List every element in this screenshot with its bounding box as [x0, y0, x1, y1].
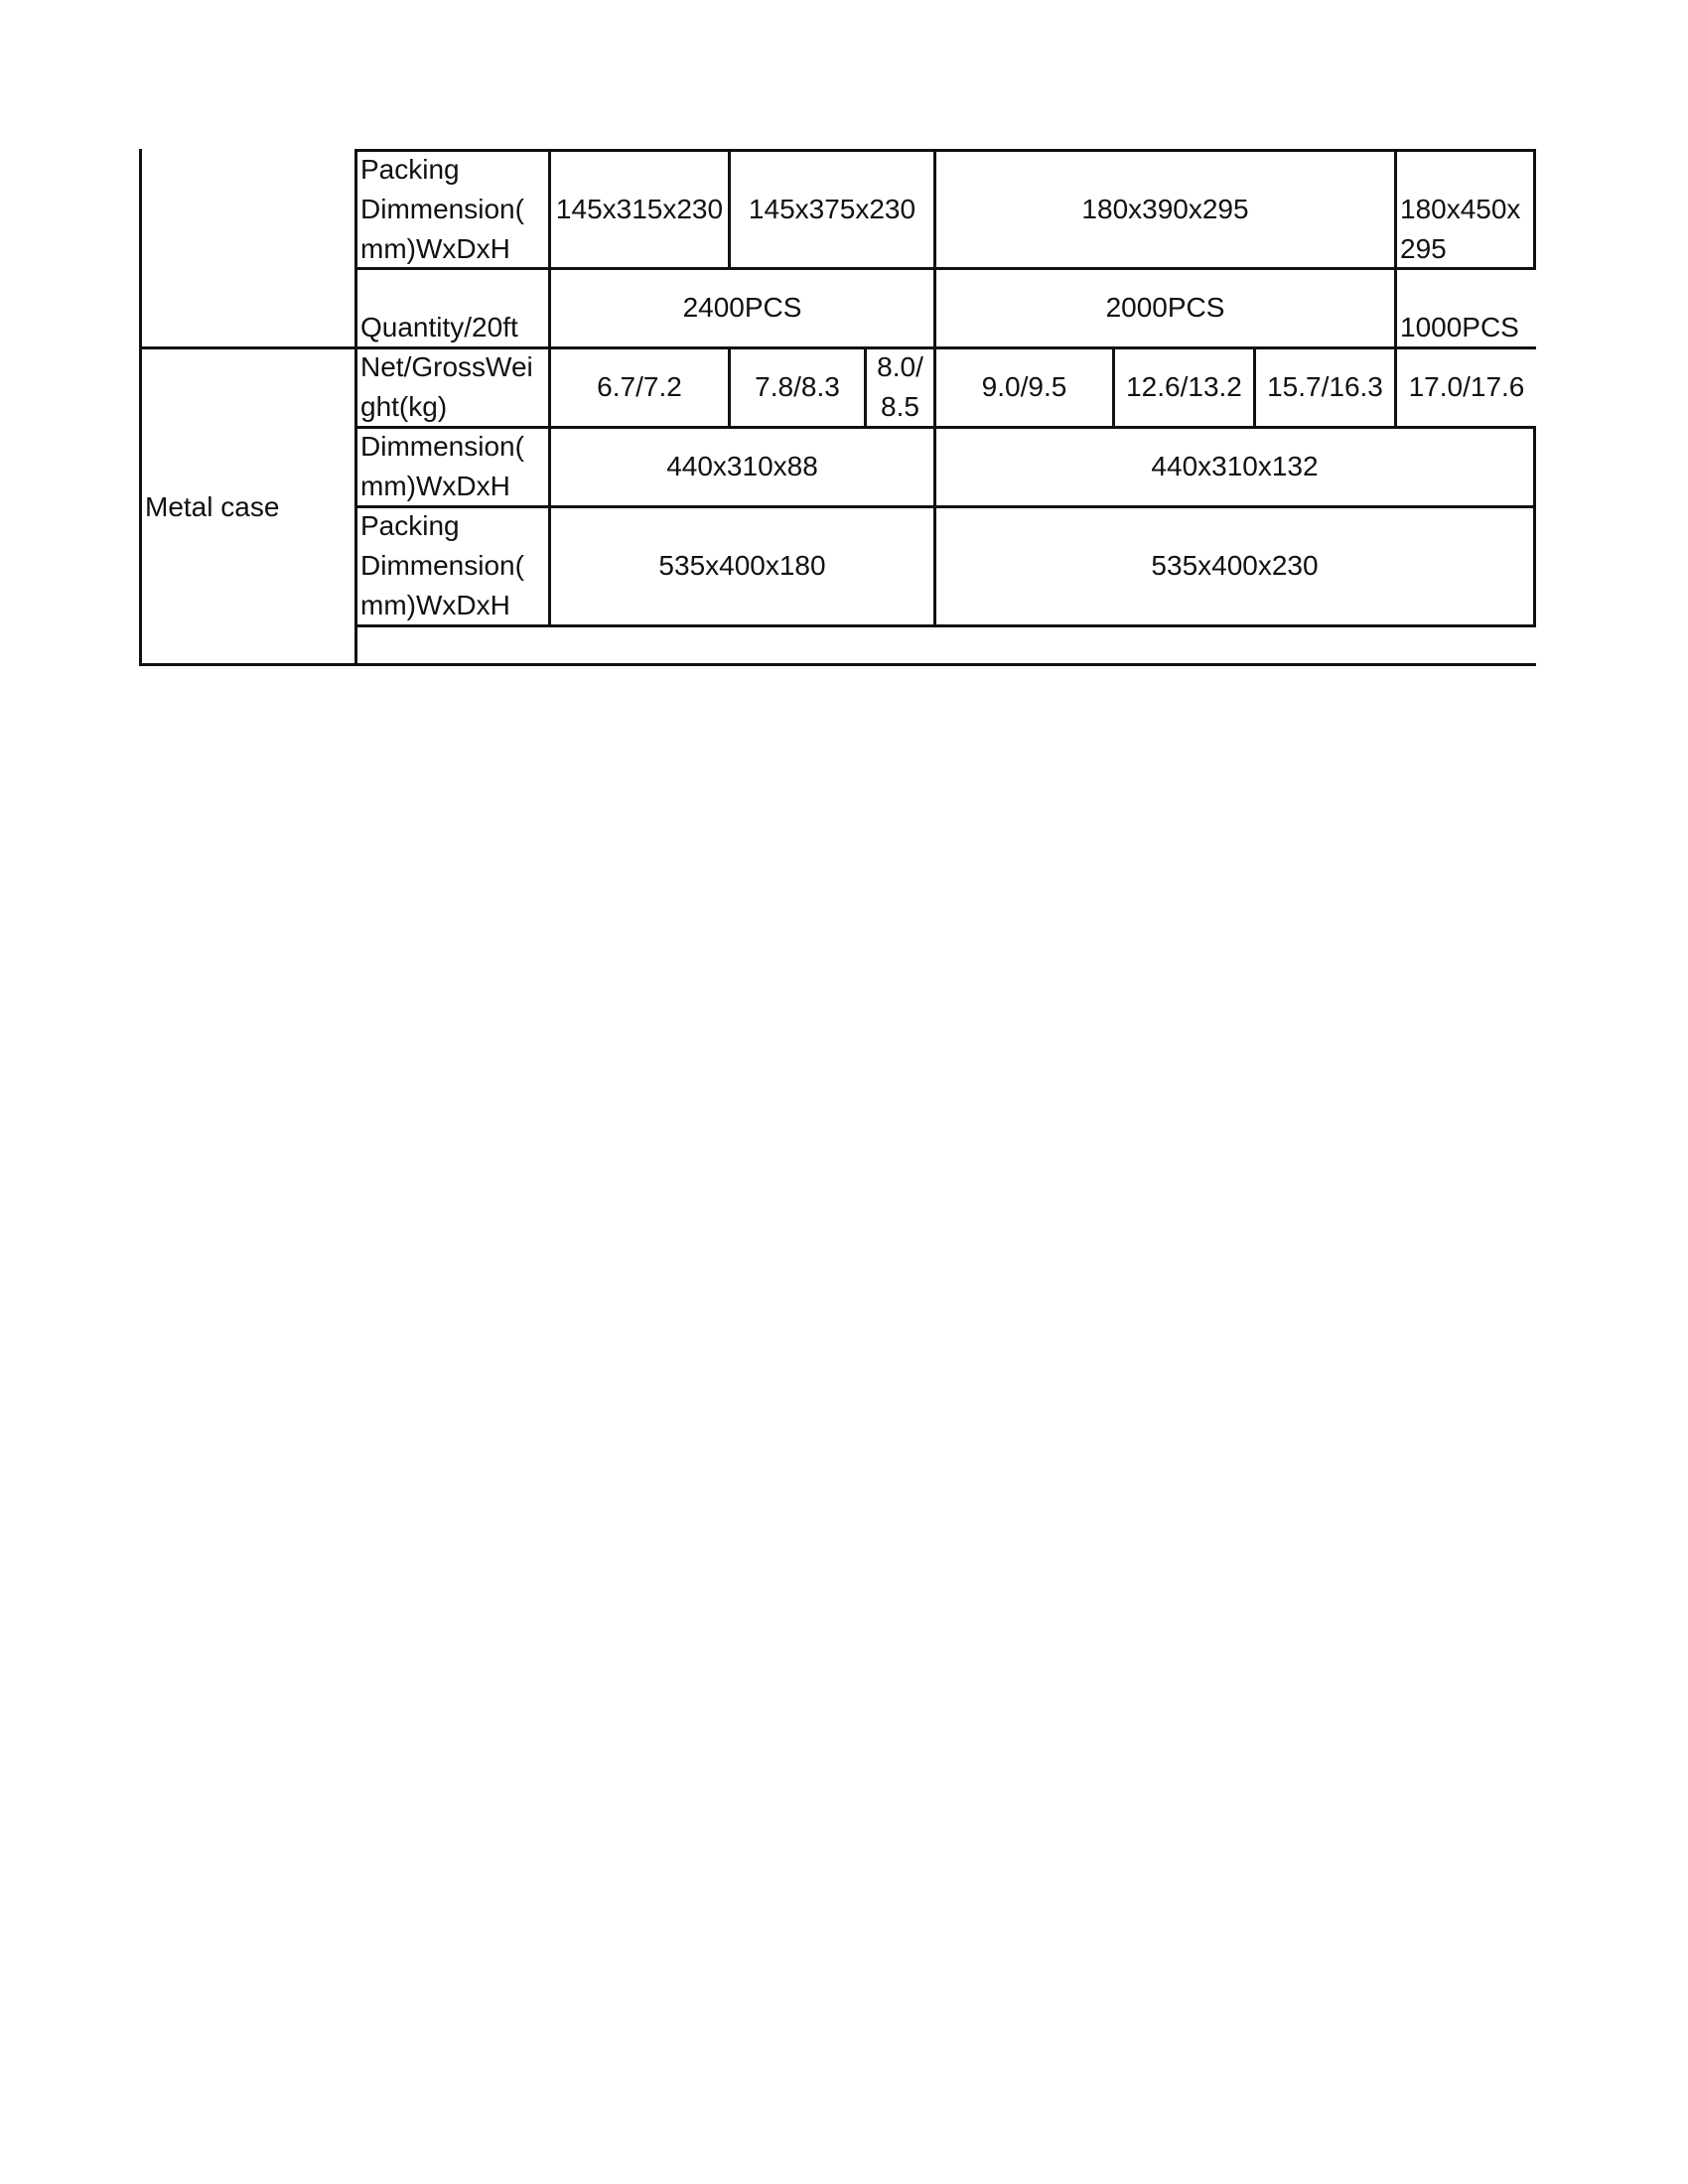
packing2-header-line-3: mm)WxDxH: [360, 590, 510, 620]
grid-line: [354, 149, 357, 666]
packing2-header-line-2: Dimmension(: [360, 550, 524, 581]
grid-line: [354, 149, 1536, 152]
weight-value: 7.8/8.3: [755, 371, 840, 402]
packing2-header-line-1: Packing: [360, 510, 460, 541]
dimension-header-line-2: mm)WxDxH: [360, 471, 510, 501]
dimension-header-line-1: Dimmension(: [360, 431, 524, 462]
quantity-value: 2000PCS: [1105, 292, 1225, 323]
packing-header-line-3: mm)WxDxH: [360, 233, 510, 264]
weight-header-line-2: ght(kg): [360, 391, 448, 422]
weight-value: 9.0/9.5: [981, 371, 1067, 402]
packing-value: 145x315x230: [555, 194, 724, 224]
packing-value: 180x390x295: [1081, 194, 1249, 224]
packing2-value: 535x400x180: [658, 550, 826, 581]
packing2-value: 535x400x230: [1151, 550, 1319, 581]
quantity-value: 1000PCS: [1400, 312, 1519, 342]
grid-line: [354, 267, 1536, 270]
grid-line: [1533, 149, 1536, 269]
quantity-header: Quantity/20ft: [360, 312, 518, 342]
packing-value-line-2: 295: [1400, 233, 1447, 264]
packing-value: 145x375x230: [748, 194, 916, 224]
packing-header-line-1: Packing: [360, 154, 460, 185]
grid-line: [354, 426, 1536, 429]
weight-value: 17.0/17.6: [1408, 371, 1525, 402]
grid-line: [354, 505, 1536, 508]
grid-line: [139, 346, 1536, 349]
dimension-value: 440x310x132: [1151, 451, 1319, 481]
weight-header-line-1: Net/GrossWei: [360, 351, 533, 382]
grid-line: [139, 663, 1536, 666]
packing-value-line-1: 180x450x: [1400, 194, 1521, 224]
grid-line: [139, 149, 142, 666]
packing-header-line-2: Dimmension(: [360, 194, 524, 224]
grid-line: [354, 624, 1536, 627]
group-label-metal-case: Metal case: [145, 491, 280, 522]
weight-value-line-2: 8.5: [881, 391, 919, 422]
quantity-value: 2400PCS: [682, 292, 802, 323]
grid-line: [1533, 427, 1536, 626]
dimension-value: 440x310x88: [666, 451, 818, 481]
weight-value-line-1: 8.0/: [877, 351, 923, 382]
weight-value: 12.6/13.2: [1126, 371, 1242, 402]
weight-value: 15.7/16.3: [1267, 371, 1383, 402]
weight-value: 6.7/7.2: [597, 371, 682, 402]
